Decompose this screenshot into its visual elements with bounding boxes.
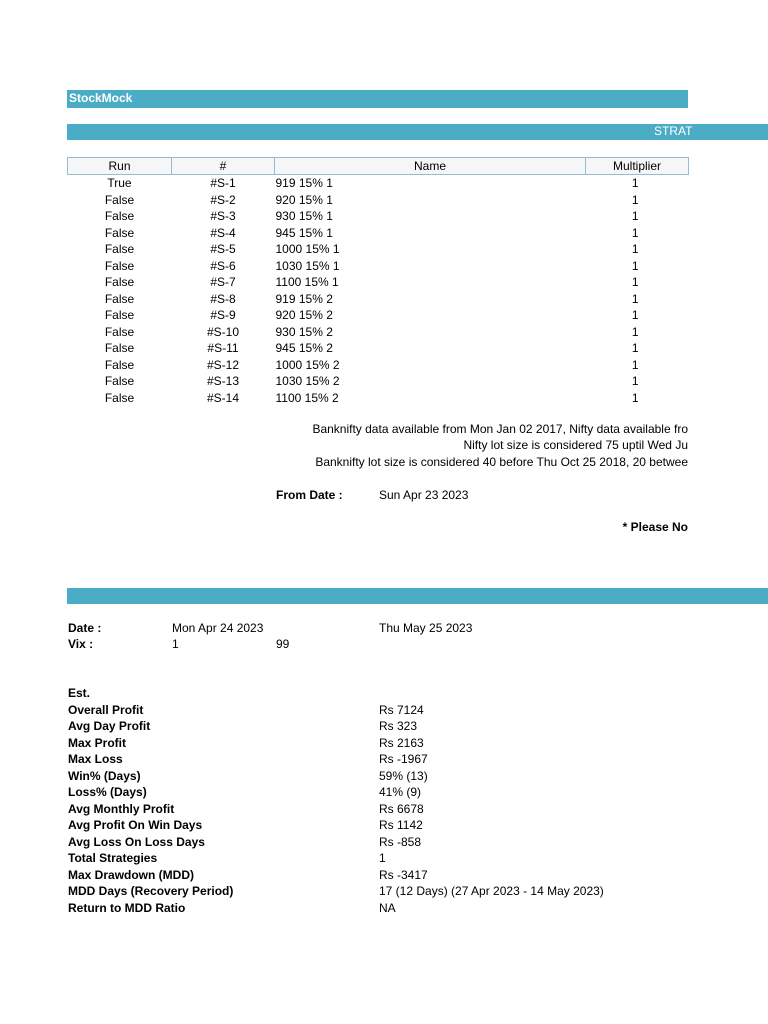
stat-label: Avg Day Profit	[68, 719, 151, 733]
stat-value: 41% (9)	[379, 785, 422, 799]
est-label: Est.	[68, 686, 91, 700]
vix-max: 99	[276, 637, 290, 651]
col-header-run: Run	[68, 158, 172, 175]
name-cell: 1030 15% 2	[275, 374, 340, 389]
stats-block	[68, 685, 668, 916]
date-end: Thu May 25 2023	[379, 621, 473, 635]
multiplier-cell: 1	[631, 209, 639, 224]
id-cell: #S-9	[210, 308, 236, 323]
id-cell: #S-14	[206, 390, 240, 405]
table-row	[68, 340, 689, 357]
table-header-row	[68, 158, 689, 175]
multiplier-cell: 1	[631, 357, 639, 372]
stat-row	[68, 784, 668, 801]
strategy-table	[67, 157, 689, 406]
stat-value: Rs 323	[379, 719, 418, 733]
run-cell: True	[107, 176, 132, 191]
name-cell: 1000 15% 2	[275, 357, 340, 372]
strategy-bar	[67, 124, 768, 140]
stat-value: 1	[379, 851, 386, 865]
date-start: Mon Apr 24 2023	[172, 621, 264, 635]
id-cell: #S-7	[210, 275, 236, 290]
title-bar	[67, 90, 688, 108]
stat-row	[68, 735, 668, 752]
nifty-lot-note: Nifty lot size is considered 75 uptil Wed Ju	[463, 438, 688, 452]
multiplier-cell: 1	[631, 341, 639, 356]
table-row	[68, 307, 689, 324]
col-header-name: Name	[275, 158, 586, 175]
multiplier-cell: 1	[631, 192, 639, 207]
multiplier-cell: 1	[631, 258, 639, 273]
stat-value: Rs 6678	[379, 801, 424, 816]
stat-row	[68, 834, 668, 851]
multiplier-cell: 1	[631, 225, 639, 240]
stat-row	[68, 702, 668, 719]
please-note: * Please No	[622, 520, 688, 534]
multiplier-cell: 1	[631, 275, 639, 290]
stat-value: NA	[379, 900, 396, 915]
table-row	[68, 357, 689, 374]
stat-row	[68, 751, 668, 768]
stat-row	[68, 718, 668, 735]
from-date-label: From Date :	[276, 488, 343, 502]
run-cell: False	[104, 192, 135, 207]
name-cell: 1100 15% 1	[275, 275, 339, 290]
table-row	[68, 324, 689, 341]
col-header-id: #	[172, 158, 275, 175]
stat-label: Max Drawdown (MDD)	[68, 867, 194, 882]
table-row	[68, 291, 689, 308]
banknifty-lot-note: Banknifty lot size is considered 40 before Thu Oct 25 2018, 20 betwee	[315, 455, 688, 469]
id-cell: #S-10	[206, 324, 240, 339]
table-row	[68, 241, 689, 258]
vix-min: 1	[172, 637, 179, 651]
data-availability-note: Banknifty data available from Mon Jan 02 2017, Nifty data available fro	[312, 422, 688, 436]
multiplier-cell: 1	[631, 242, 639, 257]
run-cell: False	[104, 324, 135, 339]
table-row	[68, 373, 689, 390]
multiplier-cell: 1	[631, 176, 639, 191]
stat-row	[68, 850, 668, 867]
table-row	[68, 274, 689, 291]
id-cell: #S-12	[206, 357, 240, 372]
run-cell: False	[104, 258, 135, 273]
stat-row	[68, 801, 668, 818]
stat-label: Avg Profit On Win Days	[68, 818, 203, 832]
strategy-label: STRAT	[654, 124, 693, 138]
multiplier-cell: 1	[631, 291, 639, 306]
name-cell: 919 15% 1	[275, 176, 333, 191]
stat-value: Rs 2163	[379, 735, 424, 750]
stat-label: Return to MDD Ratio	[68, 900, 186, 915]
table-row	[68, 390, 689, 407]
name-cell: 919 15% 2	[275, 291, 333, 306]
vix-label: Vix :	[68, 637, 94, 651]
stat-value: Rs 1142	[379, 818, 423, 832]
table-row	[68, 175, 689, 192]
stat-label: Avg Monthly Profit	[68, 801, 175, 816]
stat-row	[68, 817, 668, 834]
run-cell: False	[104, 275, 135, 290]
run-cell: False	[104, 357, 135, 372]
name-cell: 930 15% 2	[275, 324, 333, 339]
id-cell: #S-6	[210, 258, 236, 273]
stat-label: Max Loss	[68, 752, 123, 766]
multiplier-cell: 1	[631, 390, 639, 405]
stat-value: Rs 7124	[379, 702, 424, 717]
run-cell: False	[104, 341, 135, 356]
stat-label: Loss% (Days)	[68, 785, 147, 799]
stat-value: Rs -3417	[379, 867, 428, 882]
app-title: StockMock	[69, 91, 133, 105]
id-cell: #S-1	[210, 176, 236, 191]
stat-value: Rs -1967	[379, 752, 428, 766]
table-row	[68, 258, 689, 275]
multiplier-cell: 1	[631, 308, 639, 323]
run-cell: False	[104, 209, 135, 224]
name-cell: 945 15% 2	[275, 341, 333, 356]
stat-row	[68, 900, 668, 917]
multiplier-cell: 1	[631, 374, 639, 389]
multiplier-cell: 1	[631, 324, 639, 339]
stat-label: Max Profit	[68, 735, 127, 750]
id-cell: #S-3	[210, 209, 236, 224]
name-cell: 1000 15% 1	[275, 242, 340, 257]
date-label: Date :	[68, 621, 102, 635]
run-cell: False	[104, 308, 135, 323]
run-cell: False	[104, 291, 135, 306]
name-cell: 920 15% 1	[275, 192, 333, 207]
name-cell: 945 15% 1	[275, 225, 333, 240]
id-cell: #S-13	[206, 374, 240, 389]
table-row	[68, 192, 689, 209]
id-cell: #S-11	[207, 341, 239, 356]
results-bar	[67, 588, 768, 604]
stat-label: Overall Profit	[68, 702, 144, 717]
table-row	[68, 225, 689, 242]
name-cell: 930 15% 1	[275, 209, 333, 224]
id-cell: #S-4	[210, 225, 236, 240]
stat-row	[68, 867, 668, 884]
col-header-multiplier: Multiplier	[586, 158, 689, 175]
id-cell: #S-8	[210, 291, 236, 306]
stat-value: 17 (12 Days) (27 Apr 2023 - 14 May 2023)	[379, 884, 604, 898]
run-cell: False	[104, 390, 135, 405]
stat-value: Rs -858	[379, 834, 422, 849]
name-cell: 920 15% 2	[275, 308, 333, 323]
run-cell: False	[104, 374, 135, 389]
name-cell: 1030 15% 1	[275, 258, 340, 273]
stat-row	[68, 883, 668, 900]
run-cell: False	[104, 242, 135, 257]
est-row	[68, 685, 668, 702]
run-cell: False	[104, 225, 135, 240]
from-date-value: Sun Apr 23 2023	[379, 488, 469, 502]
stat-label: Avg Loss On Loss Days	[68, 834, 205, 849]
stat-label: Win% (Days)	[68, 768, 141, 783]
name-cell: 1100 15% 2	[275, 390, 339, 405]
stat-label: Total Strategies	[68, 851, 158, 865]
id-cell: #S-5	[210, 242, 236, 257]
stat-value: 59% (13)	[379, 768, 428, 783]
table-row	[68, 208, 689, 225]
id-cell: #S-2	[210, 192, 236, 207]
stat-label: MDD Days (Recovery Period)	[68, 884, 234, 898]
stat-row	[68, 768, 668, 785]
